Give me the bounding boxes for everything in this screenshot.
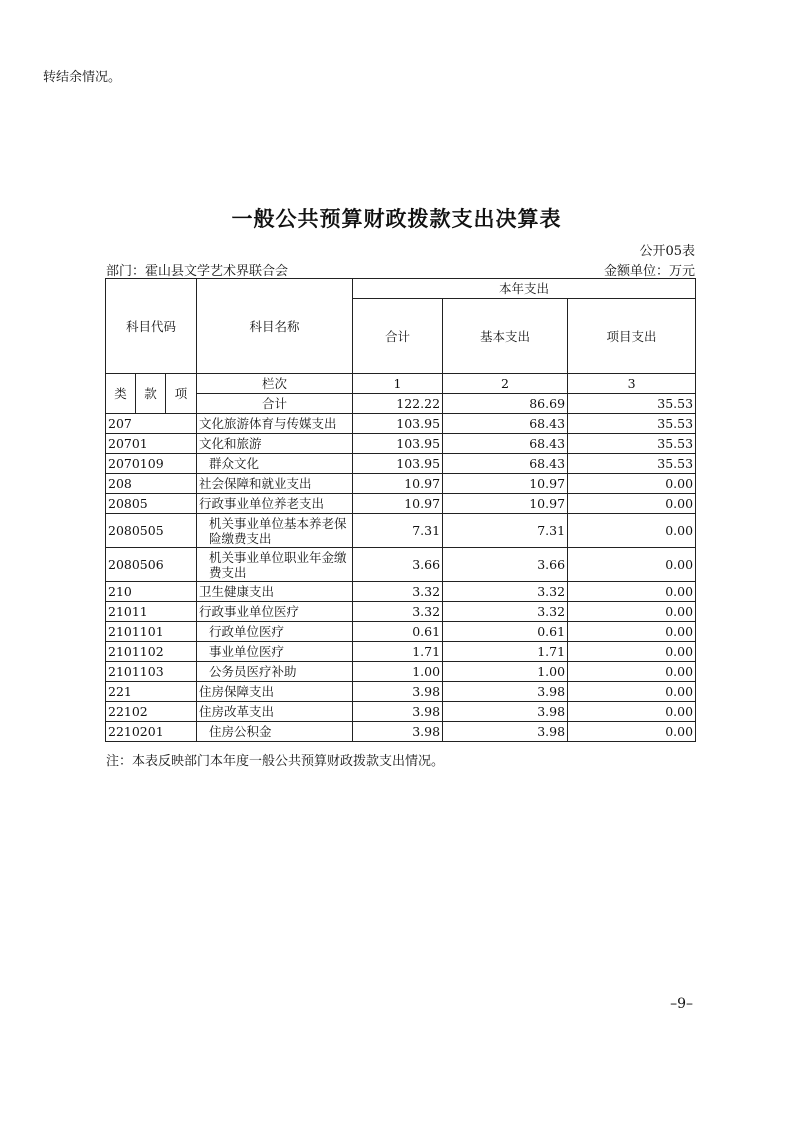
row-code: 20805 [106,494,197,514]
row-total: 103.95 [353,434,443,454]
total-project: 35.53 [568,394,696,414]
row-code: 208 [106,474,197,494]
row-name: 行政事业单位医疗 [197,602,353,622]
table-row [106,682,696,702]
row-total: 3.32 [353,582,443,602]
row-project: 0.00 [568,602,696,622]
row-total: 3.66 [353,548,443,582]
row-code: 207 [106,414,197,434]
row-total: 0.61 [353,622,443,642]
table-row [106,514,696,548]
row-basic: 3.98 [443,702,568,722]
header-project: 项目支出 [568,299,696,374]
row-basic: 3.32 [443,582,568,602]
header-xiang: 项 [166,374,197,414]
row-project: 35.53 [568,434,696,454]
row-total: 10.97 [353,494,443,514]
row-basic: 3.32 [443,602,568,622]
row-total: 103.95 [353,454,443,474]
row-total: 1.71 [353,642,443,662]
row-total: 3.32 [353,602,443,622]
row-project: 0.00 [568,622,696,642]
header-col2: 2 [443,374,568,394]
table-row [106,454,696,474]
row-name: 文化和旅游 [197,434,353,454]
amount-unit-label: 金额单位：万元 [603,264,695,279]
row-project: 0.00 [568,722,696,742]
row-project: 0.00 [568,702,696,722]
row-code: 2101103 [106,662,197,682]
row-basic: 1.71 [443,642,568,662]
total-basic: 86.69 [443,394,568,414]
row-code: 20701 [106,434,197,454]
total-label: 合计 [197,394,353,414]
row-total: 103.95 [353,414,443,434]
row-project: 0.00 [568,548,696,582]
header-kuan: 款 [136,374,166,414]
row-basic: 1.00 [443,662,568,682]
header-code: 科目代码 [106,279,197,374]
table-row [106,582,696,602]
row-total: 1.00 [353,662,443,682]
table-row [106,722,696,742]
row-code: 2080505 [106,514,197,548]
row-basic: 0.61 [443,622,568,642]
row-project: 0.00 [568,494,696,514]
header-col1: 1 [353,374,443,394]
header-total: 合计 [353,299,443,374]
row-code: 2080506 [106,548,197,582]
table-note: 注：本表反映部门本年度一般公共预算财政拨款支出情况。 [106,754,445,769]
row-name: 住房保障支出 [197,682,353,702]
row-total: 10.97 [353,474,443,494]
table-row [106,662,696,682]
row-code: 22102 [106,702,197,722]
header-current-year: 本年支出 [353,279,696,299]
row-project: 0.00 [568,474,696,494]
row-name: 社会保障和就业支出 [197,474,353,494]
header-row-1 [106,279,696,299]
table-row [106,602,696,622]
table-row [106,414,696,434]
row-code: 21011 [106,602,197,622]
row-name: 公务员医疗补助 [197,662,353,682]
row-basic: 10.97 [443,494,568,514]
table-row [106,642,696,662]
header-name: 科目名称 [197,279,353,374]
row-total: 3.98 [353,682,443,702]
total-amount: 122.22 [353,394,443,414]
row-name: 行政单位医疗 [197,622,353,642]
header-basic: 基本支出 [443,299,568,374]
row-name: 机关事业单位基本养老保险缴费支出 [197,514,353,548]
row-name: 卫生健康支出 [197,582,353,602]
row-project: 0.00 [568,662,696,682]
row-name: 行政事业单位养老支出 [197,494,353,514]
row-total: 3.98 [353,702,443,722]
row-code: 2210201 [106,722,197,742]
row-basic: 68.43 [443,414,568,434]
row-code: 2070109 [106,454,197,474]
row-name: 住房公积金 [197,722,353,742]
row-basic: 7.31 [443,514,568,548]
row-name: 文化旅游体育与传媒支出 [197,414,353,434]
row-name: 机关事业单位职业年金缴费支出 [197,548,353,582]
table-row [106,494,696,514]
table-row [106,434,696,454]
header-lei: 类 [106,374,136,414]
row-basic: 3.66 [443,548,568,582]
row-total: 7.31 [353,514,443,548]
carryover-text: 转结余情况。 [43,70,122,85]
row-code: 2101101 [106,622,197,642]
table-row [106,702,696,722]
row-project: 0.00 [568,642,696,662]
row-basic: 68.43 [443,454,568,474]
table-row [106,622,696,642]
row-basic: 10.97 [443,474,568,494]
row-code: 221 [106,682,197,702]
header-row-3 [106,374,696,394]
page-number: –9– [670,996,693,1012]
row-basic: 68.43 [443,434,568,454]
row-project: 0.00 [568,582,696,602]
row-project: 0.00 [568,682,696,702]
row-project: 0.00 [568,514,696,548]
department-label: 部门：霍山县文学艺术界联合会 [106,264,289,279]
table-row [106,474,696,494]
row-basic: 3.98 [443,682,568,702]
budget-table [105,278,696,742]
table-row [106,548,696,582]
header-column-index: 栏次 [197,374,353,394]
row-code: 210 [106,582,197,602]
page-title: 一般公共预算财政拨款支出决算表 [231,206,562,231]
row-name: 事业单位医疗 [197,642,353,662]
header-col3: 3 [568,374,696,394]
row-total: 3.98 [353,722,443,742]
row-basic: 3.98 [443,722,568,742]
row-project: 35.53 [568,414,696,434]
row-name: 群众文化 [197,454,353,474]
form-number: 公开05表 [639,244,695,259]
row-name: 住房改革支出 [197,702,353,722]
row-code: 2101102 [106,642,197,662]
row-project: 35.53 [568,454,696,474]
